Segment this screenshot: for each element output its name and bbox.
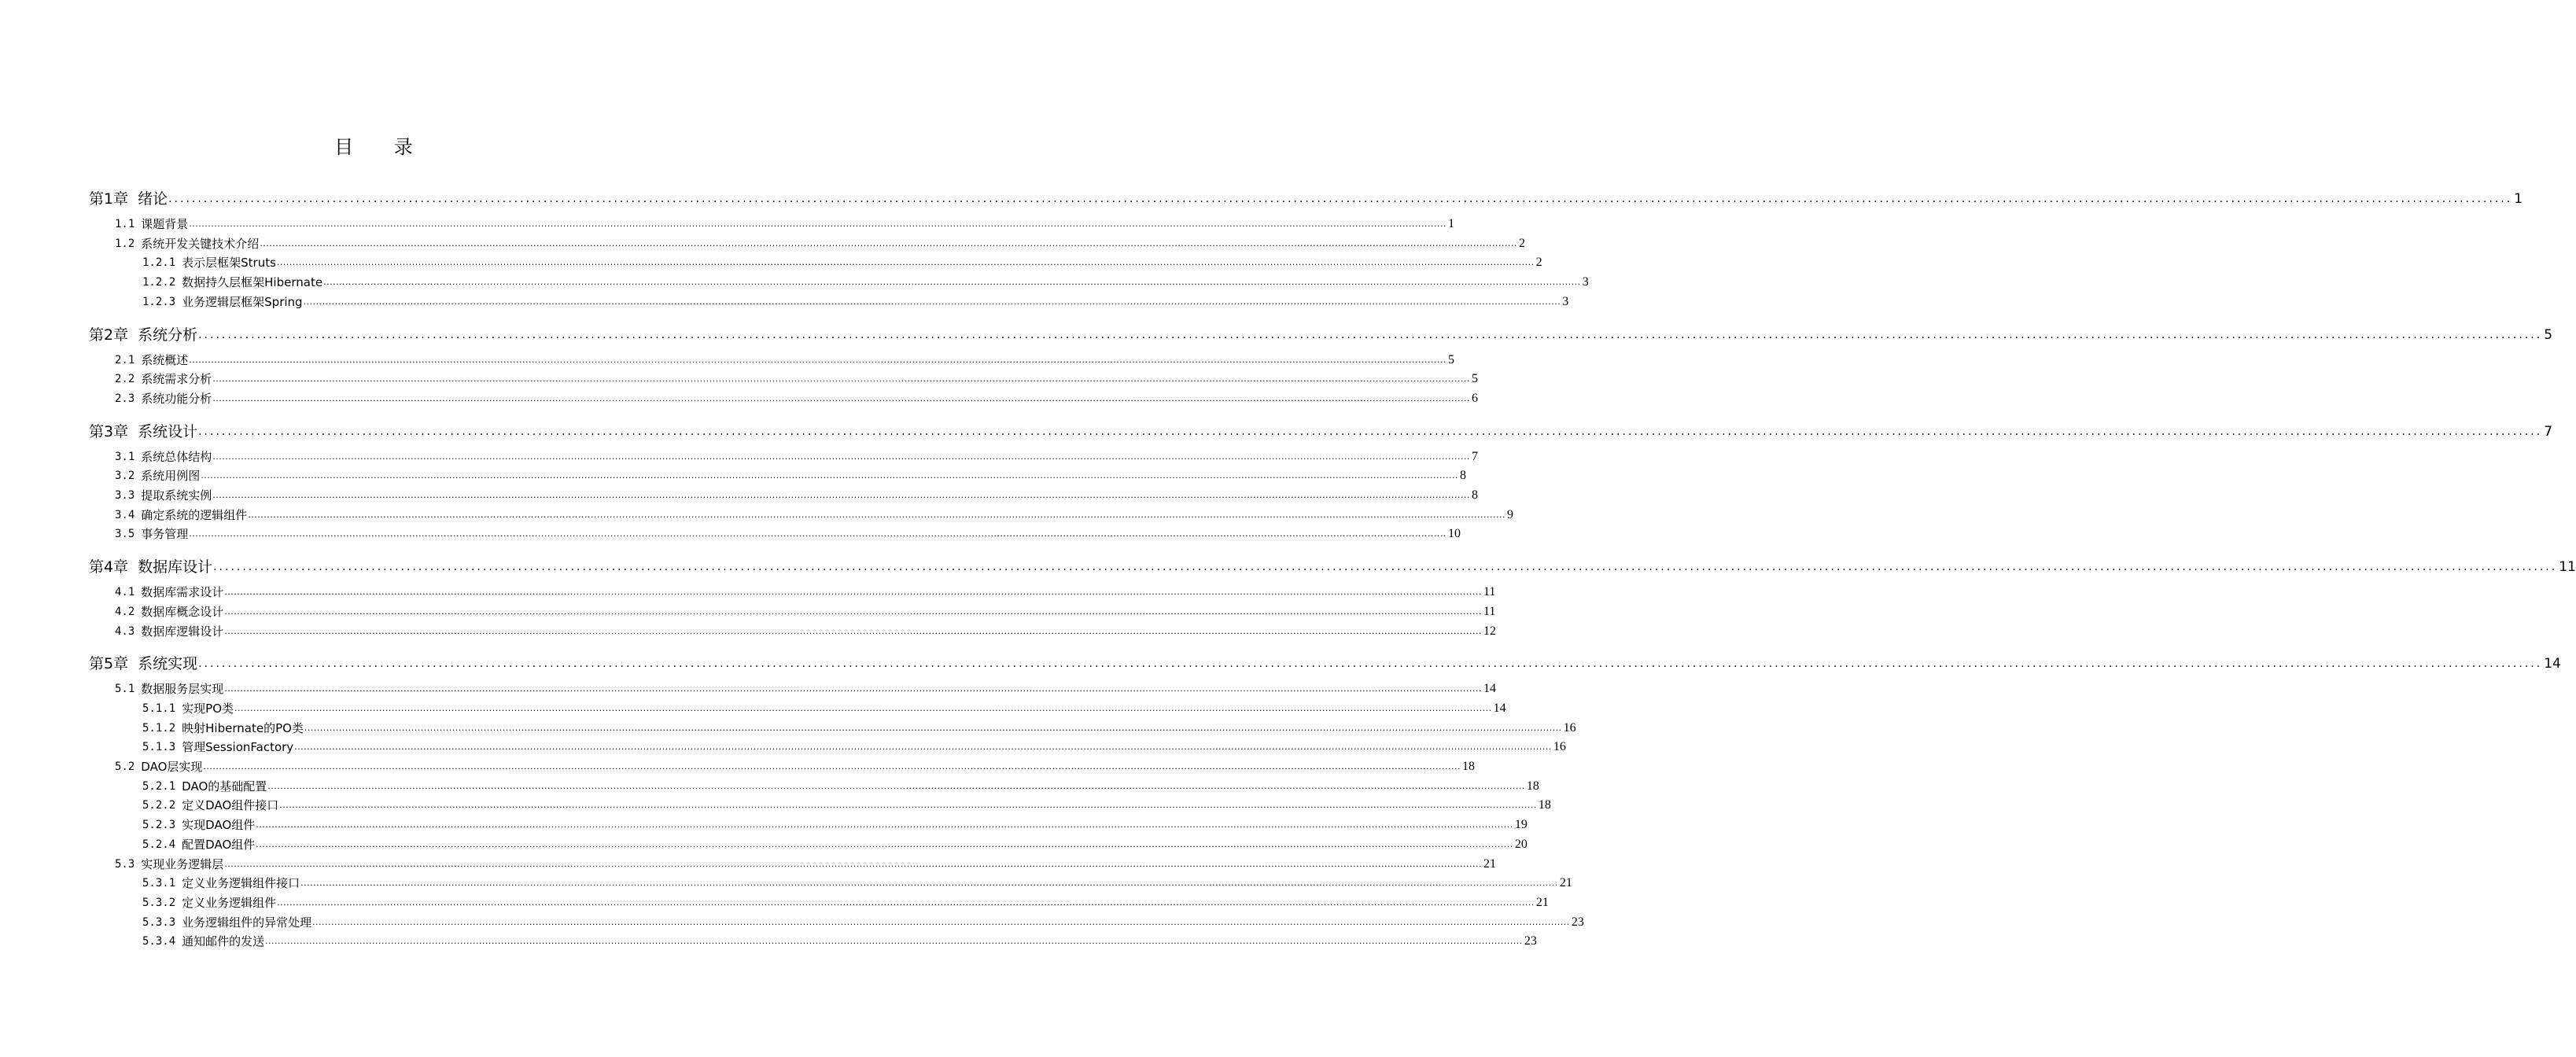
toc-dot-leader: ................................................................................................................................................................................................................................................................................................................................................................................................................ xyxy=(203,761,1461,772)
toc-dot-leader: ................................................................................................................................................................................................................................................................................................................................................................................................................ xyxy=(212,392,1470,403)
toc-entry-text: 数据库需求设计 xyxy=(141,585,224,600)
toc-entry-number: 第2章 xyxy=(89,326,129,344)
toc-section-entry[interactable] xyxy=(142,777,1539,796)
toc-section-entry[interactable] xyxy=(115,466,1466,485)
toc-dot-leader: ................................................................................................................................................................................................................................................................................................................................................................................................................ xyxy=(294,742,1552,753)
toc-dot-leader: ................................................................................................................................................................................................................................................................................................................................................................................................................ xyxy=(312,916,1570,927)
toc-entry-number: 2.2 xyxy=(115,373,135,386)
toc-page-number: 23 xyxy=(1524,934,1537,948)
toc-entry-text: 系统总体结构 xyxy=(141,449,212,464)
toc-dot-leader: ................................................................................................................................................................................................................................................................................................................................................................................................................ xyxy=(256,819,1513,830)
toc-section-entry[interactable] xyxy=(142,913,1584,932)
toc-entry-number: 5.3.4 xyxy=(142,935,176,948)
toc-entry-number: 4.2 xyxy=(115,605,135,618)
toc-section-entry[interactable] xyxy=(142,293,1569,311)
toc-page-number: 21 xyxy=(1535,895,1549,909)
toc-page-number: 18 xyxy=(1538,798,1551,812)
toc-entry-text: 实现业务逻辑层 xyxy=(141,856,224,871)
toc-chapter-entry[interactable] xyxy=(89,323,2553,347)
toc-dot-leader: ................................................................................................................................................................................................................................................................................................................................................................................................................ xyxy=(189,528,1446,540)
toc-entry-text: 配置DAO组件 xyxy=(182,837,256,852)
toc-dot-leader: ................................................................................................................................................................................................................................................................................................................................................................................................................ xyxy=(300,878,1558,889)
toc-page-number: 8 xyxy=(1459,469,1466,483)
toc-section-entry[interactable] xyxy=(115,583,1496,602)
toc-entry-number: 2.3 xyxy=(115,392,135,405)
toc-entry-number: 第3章 xyxy=(89,422,129,440)
toc-chapter-entry[interactable] xyxy=(89,420,2553,444)
toc-entry-number: 1.1 xyxy=(115,218,135,230)
toc-entry-number: 4.3 xyxy=(115,624,135,638)
toc-dot-leader: ................................................................................................................................................................................................................................................................................................................................................................................................................ xyxy=(303,296,1561,307)
toc-entry-text: 定义DAO组件接口 xyxy=(182,798,279,813)
toc-entry-number: 5.3.1 xyxy=(142,877,176,890)
toc-section-entry[interactable] xyxy=(115,370,1478,389)
toc-dot-leader: ................................................................................................................................................................................................................................................................................................................................................................................................................ xyxy=(279,800,1537,811)
toc-entry-text: 数据库逻辑设计 xyxy=(141,624,224,639)
toc-page-number: 21 xyxy=(1483,856,1496,871)
toc-entry-number: 第5章 xyxy=(89,655,129,673)
toc-entry-text: 课题背景 xyxy=(141,217,189,231)
toc-page-number: 14 xyxy=(1483,682,1496,696)
toc-section-entry[interactable] xyxy=(115,447,1478,466)
toc-entry-text: 定义业务逻辑组件 xyxy=(182,895,277,910)
toc-section-entry[interactable] xyxy=(142,893,1549,912)
toc-section-entry[interactable] xyxy=(115,855,1496,874)
toc-dot-leader: ................................................................................................................................................................................................................................................................................................................................................................................................................ xyxy=(256,838,1513,849)
toc-entry-number: 第4章 xyxy=(89,558,129,576)
toc-dot-leader: ................................................................................................................................................................................................................................................................................................................................................................................................................ xyxy=(189,354,1446,365)
toc-entry-text: 实现PO类 xyxy=(182,701,234,716)
toc-entry-number: 5.1 xyxy=(115,683,135,696)
toc-page-number: 21 xyxy=(1559,876,1572,890)
toc-title: 目 录 xyxy=(334,136,430,158)
toc-page-number: 18 xyxy=(1462,760,1476,773)
toc-page-number: 5 xyxy=(1471,372,1478,386)
toc-entry-number: 3.5 xyxy=(115,528,135,541)
toc-page-number: 3 xyxy=(1582,275,1589,289)
toc-page-number: 1 xyxy=(1447,217,1454,230)
toc-entry-text: 系统功能分析 xyxy=(141,391,212,406)
toc-section-entry[interactable] xyxy=(142,932,1537,951)
toc-entry-number: 1.2.2 xyxy=(142,276,176,289)
toc-chapter-entry[interactable] xyxy=(89,187,2523,211)
toc-page-number: 14 xyxy=(1493,701,1506,715)
toc-entry-number: 5.3 xyxy=(115,857,135,871)
toc-entry-text: 实现DAO组件 xyxy=(182,818,256,833)
toc-page-number: 11 xyxy=(1483,604,1496,618)
toc-dot-leader: ................................................................................................................................................................................................................................................................................................................................................................................................................ xyxy=(201,470,1458,481)
toc-entry-number: 5.1.3 xyxy=(142,741,176,754)
toc-page-number: 8 xyxy=(1471,488,1478,502)
toc-dot-leader: ................................................................................................................................................................................................................................................................................................................................................................................................................ xyxy=(198,425,2543,438)
toc-page-number: 14 xyxy=(2544,656,2561,672)
toc-page-number: 12 xyxy=(1483,624,1496,638)
toc-section-entry[interactable] xyxy=(142,699,1506,718)
toc-entry-text: 系统概述 xyxy=(141,352,189,367)
toc-entry-number: 5.1.1 xyxy=(142,702,176,715)
toc-entry-number: 3.3 xyxy=(115,489,135,502)
toc-dot-leader: ................................................................................................................................................................................................................................................................................................................................................................................................................ xyxy=(267,780,1525,791)
toc-entry-text: 映射Hibernate的PO类 xyxy=(182,720,304,735)
toc-section-entry[interactable] xyxy=(115,389,1478,408)
toc-page-number: 7 xyxy=(1471,449,1478,463)
toc-entry-text: 数据持久层框架Hibernate xyxy=(182,275,323,290)
toc-dot-leader: ................................................................................................................................................................................................................................................................................................................................................................................................................ xyxy=(276,257,1535,268)
toc-dot-leader: ................................................................................................................................................................................................................................................................................................................................................................................................................ xyxy=(224,587,1482,598)
toc-dot-leader: ................................................................................................................................................................................................................................................................................................................................................................................................................ xyxy=(248,509,1505,520)
toc-entry-number: 2.1 xyxy=(115,353,135,366)
toc-dot-leader: ................................................................................................................................................................................................................................................................................................................................................................................................................ xyxy=(213,561,2558,574)
toc-dot-leader: ................................................................................................................................................................................................................................................................................................................................................................................................................ xyxy=(168,193,2513,205)
toc-entry-text: 事务管理 xyxy=(141,527,189,542)
toc-entry-text: 表示层框架Struts xyxy=(182,256,276,271)
toc-section-entry[interactable] xyxy=(115,680,1496,698)
toc-entry-number: 1.2.3 xyxy=(142,295,176,308)
toc-entry-text: 定义业务逻辑组件接口 xyxy=(182,876,300,891)
toc-section-entry[interactable] xyxy=(115,486,1478,505)
toc-entry-text: 确定系统的逻辑组件 xyxy=(141,507,248,522)
toc-entry-number: 3.1 xyxy=(115,450,135,463)
toc-section-entry[interactable] xyxy=(115,234,1525,253)
toc-entry-number: 3.4 xyxy=(115,508,135,521)
toc-section-entry[interactable] xyxy=(142,719,1576,738)
toc-section-entry[interactable] xyxy=(142,253,1542,272)
toc-section-entry[interactable] xyxy=(142,874,1572,893)
toc-entry-text: 提取系统实例 xyxy=(141,488,212,503)
toc-entry-text: 通知邮件的发送 xyxy=(182,934,265,949)
toc-dot-leader: ................................................................................................................................................................................................................................................................................................................................................................................................................ xyxy=(212,451,1470,462)
toc-chapter-entry[interactable] xyxy=(89,555,2576,579)
toc-dot-leader: ................................................................................................................................................................................................................................................................................................................................................................................................................ xyxy=(189,219,1446,229)
toc-page-number: 23 xyxy=(1571,915,1584,929)
toc-entry-number: 5.2.2 xyxy=(142,799,176,812)
toc-dot-leader: ................................................................................................................................................................................................................................................................................................................................................................................................................ xyxy=(224,606,1482,617)
toc-section-entry[interactable] xyxy=(115,525,1461,543)
toc-page-number: 18 xyxy=(1526,779,1539,793)
toc-entry-text: 系统设计 xyxy=(138,422,198,440)
toc-page-number: 9 xyxy=(1506,507,1513,521)
toc-entry-number: 5.2.1 xyxy=(142,779,176,793)
toc-chapter-entry[interactable] xyxy=(89,652,2561,676)
toc-entry-number: 5.3.3 xyxy=(142,915,176,929)
toc-entry-number: 第1章 xyxy=(89,190,129,208)
toc-entry-text: 系统实现 xyxy=(138,655,198,673)
toc-entry-number: 3.2 xyxy=(115,470,135,483)
toc-entry-text: 系统需求分析 xyxy=(141,372,212,387)
toc-page-number: 10 xyxy=(1447,527,1461,541)
toc-page-number: 1 xyxy=(2514,191,2523,207)
toc-entry-number: 5.2.4 xyxy=(142,838,176,851)
toc-entry-text: DAO的基础配置 xyxy=(182,779,267,794)
toc-entry-number: 1.2 xyxy=(115,237,135,250)
toc-page-number: 16 xyxy=(1553,740,1566,754)
toc-section-entry[interactable] xyxy=(142,738,1566,757)
toc-page-number: 16 xyxy=(1563,720,1576,735)
toc-dot-leader: ................................................................................................................................................................................................................................................................................................................................................................................................................ xyxy=(212,490,1470,500)
toc-entry-text: 管理SessionFactory xyxy=(182,740,294,755)
toc-entry-number: 5.2.3 xyxy=(142,819,176,832)
toc-dot-leader: ................................................................................................................................................................................................................................................................................................................................................................................................................ xyxy=(224,625,1482,636)
toc-entry-text: DAO层实现 xyxy=(141,760,203,774)
toc-entry-number: 4.1 xyxy=(115,586,135,599)
toc-page-number: 2 xyxy=(1535,256,1542,270)
toc-entry-number: 5.1.2 xyxy=(142,721,176,735)
toc-section-entry[interactable] xyxy=(115,215,1454,234)
toc-section-entry[interactable] xyxy=(115,506,1513,525)
toc-dot-leader: ................................................................................................................................................................................................................................................................................................................................................................................................................ xyxy=(304,722,1562,733)
toc-entry-text: 绪论 xyxy=(138,190,168,208)
toc-dot-leader: ................................................................................................................................................................................................................................................................................................................................................................................................................ xyxy=(198,328,2543,341)
toc-entry-text: 业务逻辑层框架Spring xyxy=(182,294,303,309)
toc-entry-text: 系统分析 xyxy=(138,326,198,344)
toc-entry-text: 系统用例图 xyxy=(141,469,201,484)
toc-page-number: 5 xyxy=(2544,326,2553,343)
toc-page-number: 20 xyxy=(1514,837,1528,851)
toc-entry-text: 数据服务层实现 xyxy=(141,682,224,697)
toc-section-entry[interactable] xyxy=(142,835,1528,854)
toc-dot-leader: ................................................................................................................................................................................................................................................................................................................................................................................................................ xyxy=(212,374,1470,385)
toc-page-number: 3 xyxy=(1562,294,1569,308)
toc-entry-text: 数据库设计 xyxy=(138,558,213,576)
toc-dot-leader: ................................................................................................................................................................................................................................................................................................................................................................................................................ xyxy=(234,702,1492,713)
toc-dot-leader: ................................................................................................................................................................................................................................................................................................................................................................................................................ xyxy=(323,277,1581,288)
toc-dot-leader: ................................................................................................................................................................................................................................................................................................................................................................................................................ xyxy=(265,936,1523,947)
toc-page-number: 6 xyxy=(1471,391,1478,405)
toc-dot-leader: ................................................................................................................................................................................................................................................................................................................................................................................................................ xyxy=(224,858,1482,869)
toc-entry-text: 业务逻辑组件的异常处理 xyxy=(182,915,312,930)
toc-dot-leader: ................................................................................................................................................................................................................................................................................................................................................................................................................ xyxy=(198,657,2543,671)
toc-entry-text: 系统开发关键技术介绍 xyxy=(141,236,260,251)
toc-page-number: 11 xyxy=(1483,585,1496,599)
toc-page-number: 7 xyxy=(2544,423,2553,440)
toc-dot-leader: ................................................................................................................................................................................................................................................................................................................................................................................................................ xyxy=(224,683,1482,694)
toc-section-entry[interactable] xyxy=(115,602,1496,621)
toc-page-number: 5 xyxy=(1447,352,1454,366)
toc-section-entry[interactable] xyxy=(115,757,1476,776)
toc-section-entry[interactable] xyxy=(115,351,1454,370)
toc-entry-number: 5.2 xyxy=(115,761,135,773)
toc-page-number: 11 xyxy=(2559,559,2576,576)
toc-entry-number: 5.3.2 xyxy=(142,896,176,909)
toc-dot-leader: ................................................................................................................................................................................................................................................................................................................................................................................................................ xyxy=(277,897,1535,908)
toc-page-number: 2 xyxy=(1518,236,1525,250)
toc-section-entry[interactable] xyxy=(142,273,1589,292)
toc-entry-number: 1.2.1 xyxy=(142,256,176,270)
toc-section-entry[interactable] xyxy=(142,796,1551,815)
toc-section-entry[interactable] xyxy=(115,622,1496,641)
toc-entry-text: 数据库概念设计 xyxy=(141,604,224,619)
toc-section-entry[interactable] xyxy=(142,816,1528,834)
toc-page-number: 19 xyxy=(1514,818,1528,832)
toc-dot-leader: ................................................................................................................................................................................................................................................................................................................................................................................................................ xyxy=(260,238,1517,249)
